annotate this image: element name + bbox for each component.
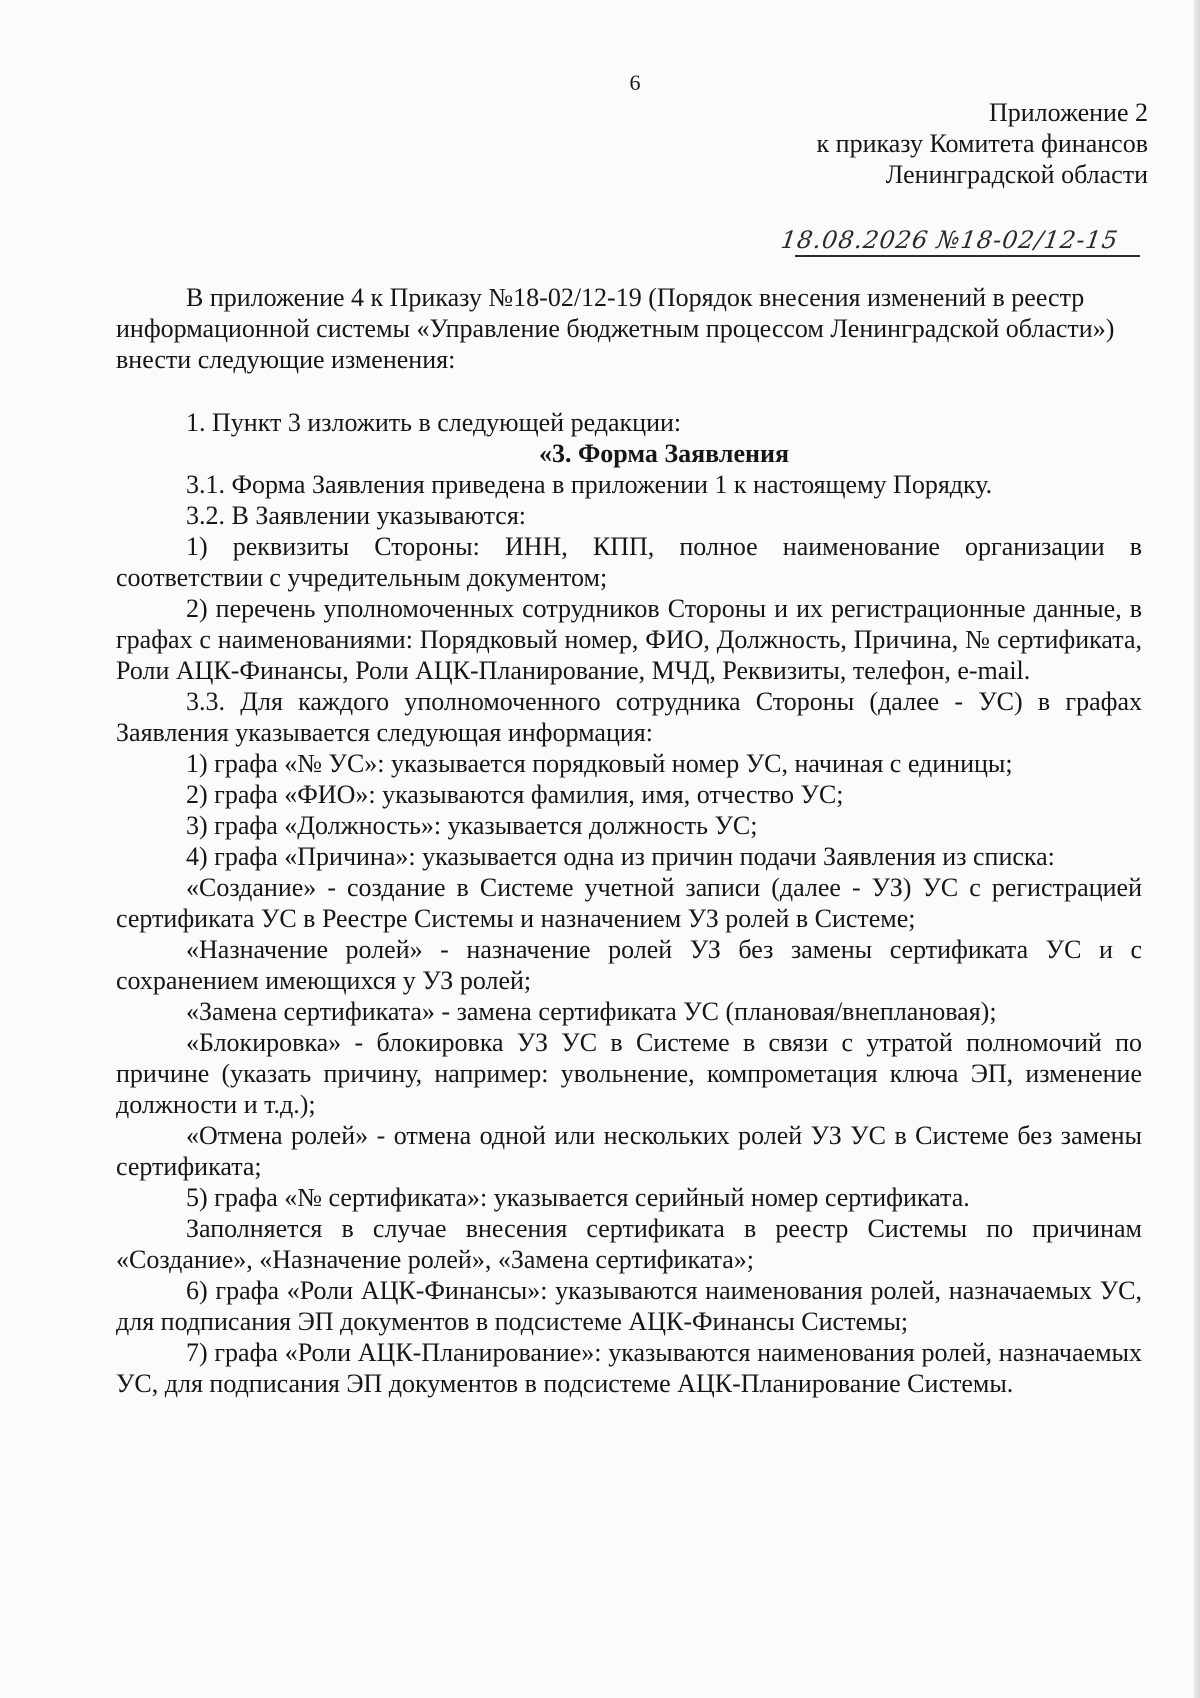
document-body [116,282,1142,1399]
paragraph-employee-list: 2) перечень уполномоченных сотрудников Стороны и их регистрационные данные, в графах с наименованиями: Порядковый номер, ФИО, Должность, Причина, № сертификата, Роли АЦК-Финансы, Роли АЦК-Планирование, МЧД, Реквизиты, телефон, e-mail. [116,594,1142,685]
appendix-header [817,97,1148,190]
appendix-line-3: Ленинградской области [885,160,1148,189]
page-edge-shadow [1194,0,1200,1698]
paragraph-column-fio: 2) графа «ФИО»: указываются фамилия, имя, отчество УС; [186,780,844,809]
paragraph-column-roles-finance: 6) графа «Роли АЦК-Финансы»: указываются наименования ролей, назначаемых УС, для подписания ЭП документов в подсистеме АЦК-Финансы Системы; [116,1276,1142,1336]
intro-paragraph: В приложение 4 к Приказу №18-02/12-19 (Порядок внесения изменений в реестр информационной системы «Управление бюджетным процессом Ленинградской области») внести следующие изменения: [116,283,1115,374]
paragraph-reason-replace-cert: «Замена сертификата» - замена сертификата УС (плановая/внеплановая); [186,997,997,1026]
paragraph-cert-fill-condition: Заполняется в случае внесения сертификата в реестр Системы по причинам «Создание», «Назначение ролей», «Замена сертификата»; [116,1214,1142,1274]
appendix-line-1: Приложение 2 [988,98,1148,127]
page-number: 6 [629,70,641,95]
paragraph-reason-block: «Блокировка» - блокировка УЗ УС в Системе в связи с утратой полномочий по причине (указать причину, например: увольнение, компрометация ключа ЭП, изменение должности и т.д.); [116,1028,1142,1119]
paragraph-reason-cancel-roles: «Отмена ролей» - отмена одной или нескольких ролей УЗ УС в Системе без замены сертификата; [116,1121,1142,1181]
paragraph-column-position: 3) графа «Должность»: указывается должность УС; [186,811,758,840]
paragraph-column-cert-number: 5) графа «№ сертификата»: указывается серийный номер сертификата. [186,1183,970,1212]
handwritten-date-number: 18.08.2026 №18-02/12-15 [778,226,1120,254]
point-1: 1. Пункт 3 изложить в следующей редакции: [186,408,682,437]
appendix-line-2: к приказу Комитета финансов [816,129,1148,158]
paragraph-requisites: 1) реквизиты Стороны: ИНН, КПП, полное наименование организации в соответствии с учредительным документом; [116,532,1142,592]
section-title: «3. Форма Заявления [538,439,790,468]
paragraph-3-3: 3.3. Для каждого уполномоченного сотрудника Стороны (далее - УС) в графах Заявления указывается следующая информация: [116,687,1142,747]
paragraph-reason-assign-roles: «Назначение ролей» - назначение ролей УЗ без замены сертификата УС и с сохранением имеющихся у УЗ ролей; [116,935,1142,995]
signature-underline [795,255,1140,257]
paragraph-3-2: 3.2. В Заявлении указываются: [186,501,527,530]
paragraph-3-1: 3.1. Форма Заявления приведена в приложении 1 к настоящему Порядку. [186,470,993,499]
paragraph-column-reason: 4) графа «Причина»: указывается одна из причин подачи Заявления из списка: [186,842,1055,871]
paragraph-column-roles-planning: 7) графа «Роли АЦК-Планирование»: указываются наименования ролей, назначаемых УС, для подписания ЭП документов в подсистеме АЦК-Планирование Системы. [116,1338,1142,1398]
paragraph-column-number: 1) графа «№ УС»: указывается порядковый номер УС, начиная с единицы; [186,749,1013,778]
paragraph-reason-create: «Создание» - создание в Системе учетной записи (далее - УЗ) УС с регистрацией сертификата УС в Реестре Системы и назначением УЗ ролей в Системе; [116,873,1142,933]
